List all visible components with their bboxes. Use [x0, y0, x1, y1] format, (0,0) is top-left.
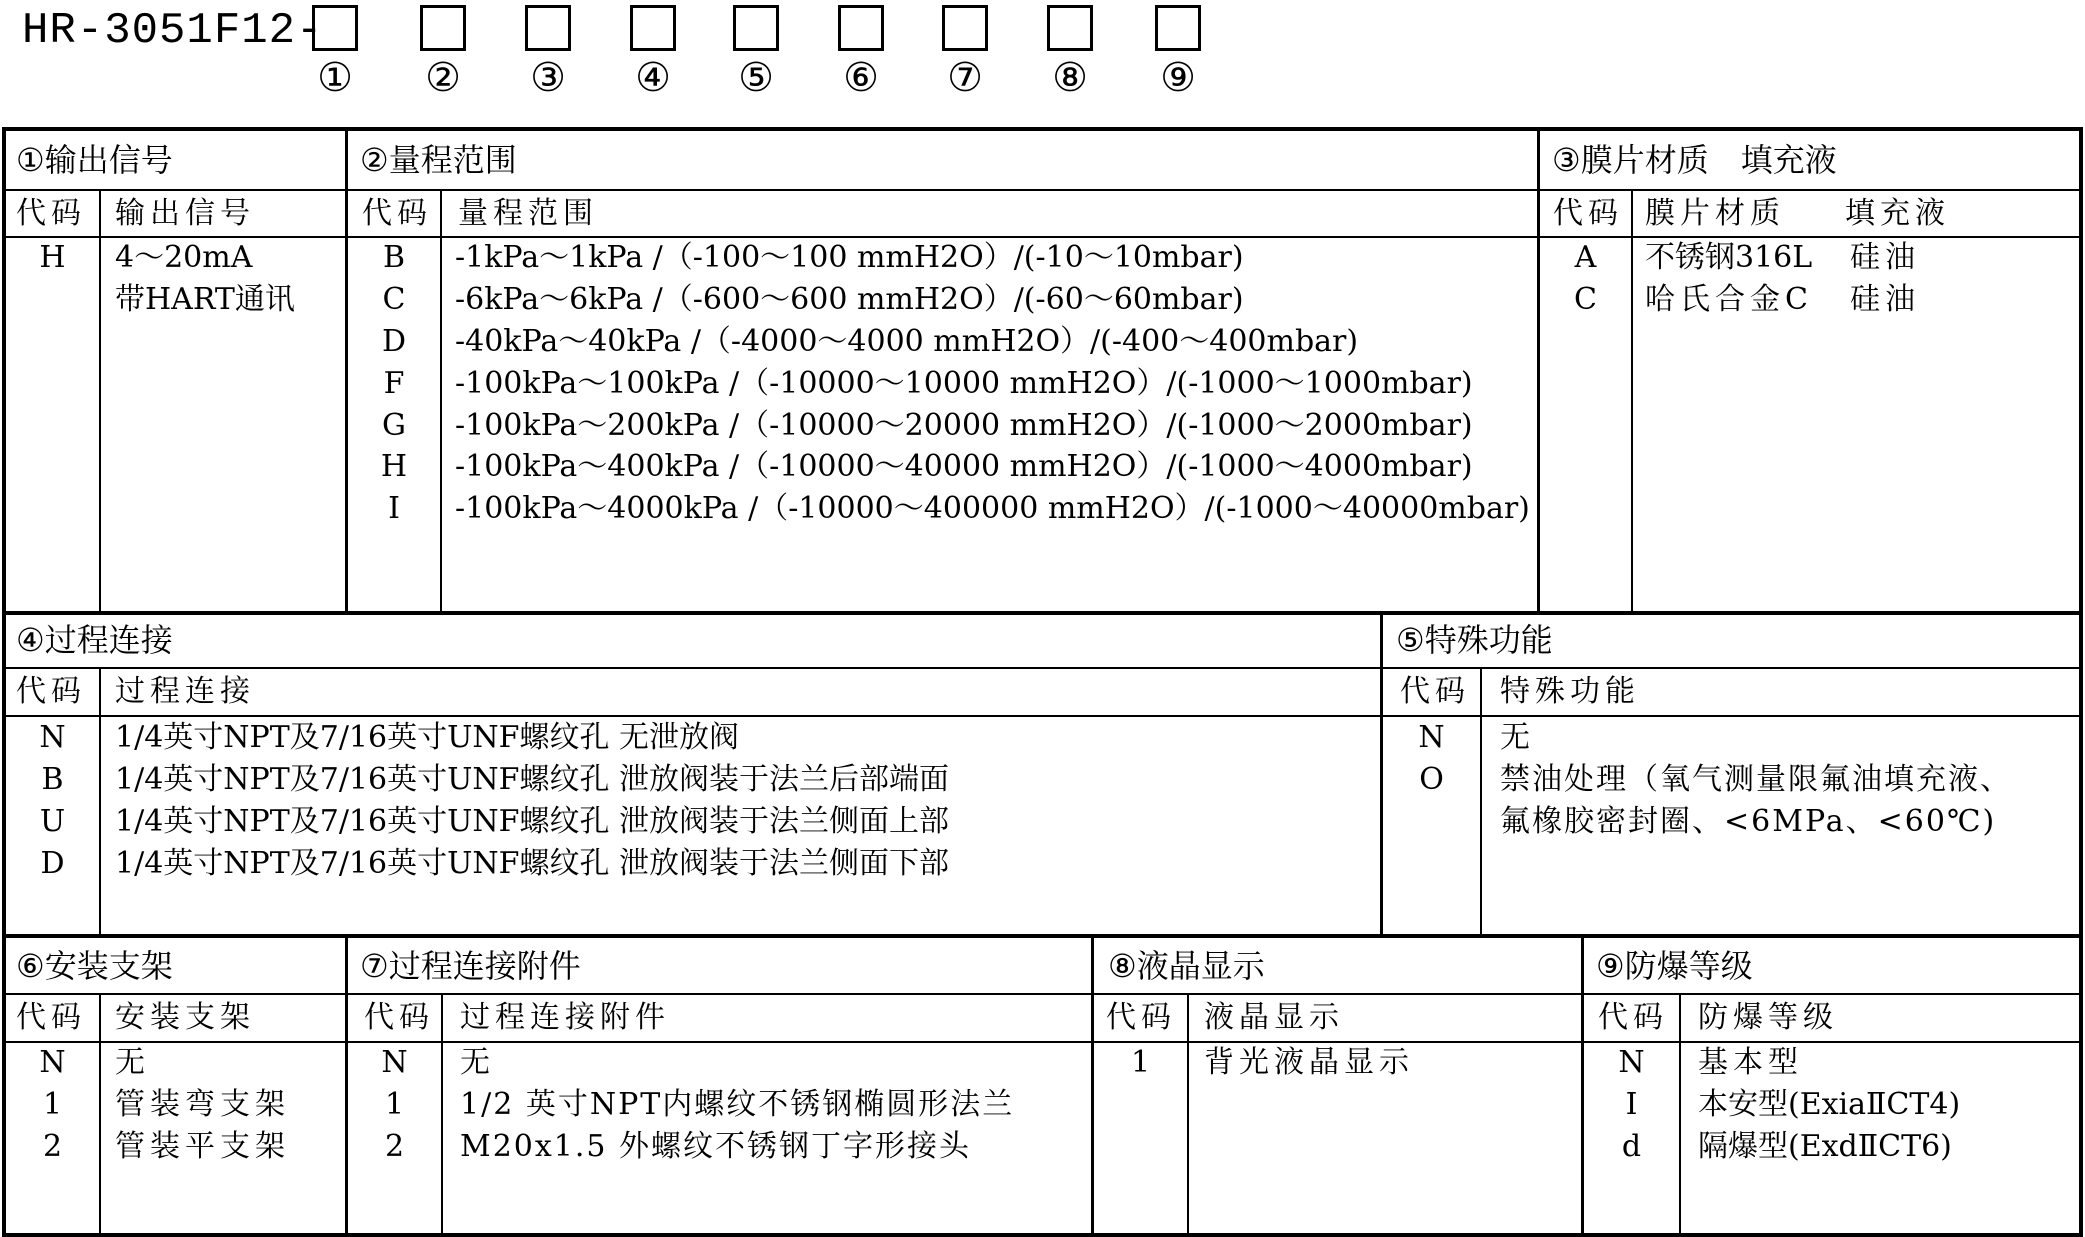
row-code: I — [1625, 1087, 1638, 1122]
section-title-output-signal: ①输出信号 — [16, 141, 173, 179]
column-header: 输出信号 — [115, 196, 255, 231]
code-box-1 — [312, 5, 358, 51]
row-desc: -6kPa～6kPa /（-600～600 mmH2O）/(-60～60mbar) — [455, 282, 1244, 317]
row-desc: 无 — [1500, 720, 1530, 755]
section-title-diaphragm-fill: ③膜片材质 填充液 — [1552, 141, 1837, 179]
model-prefix: HR-3051F12- — [22, 6, 324, 56]
row-desc: 无 — [115, 1045, 145, 1080]
row-fluid: 硅油 — [1850, 240, 1920, 275]
code-header: 代码 — [1598, 1000, 1668, 1035]
row-code: H — [380, 449, 408, 484]
column-header: 膜片材质 — [1645, 196, 1785, 231]
row-desc: 隔爆型(ExdⅡCT6) — [1698, 1129, 1952, 1164]
row-material: 不锈钢316L — [1645, 240, 1813, 275]
column-header: 特殊功能 — [1500, 674, 1640, 709]
row-code: d — [1621, 1129, 1642, 1164]
digit-label-3: ③ — [530, 55, 566, 101]
row-code: C — [382, 282, 406, 317]
row-desc: 基本型 — [1698, 1045, 1803, 1080]
row-desc: 本安型(ExiaⅡCT4) — [1698, 1087, 1961, 1122]
row-desc: 1/4英寸NPT及7/16英寸UNF螺纹孔 泄放阀装于法兰侧面下部 — [115, 846, 949, 881]
row-code: C — [1574, 282, 1597, 317]
row-code: D — [381, 324, 407, 359]
column-header: 防爆等级 — [1698, 1000, 1838, 1035]
row-desc: -100kPa～100kPa /（-10000～10000 mmH2O）/(-1000～1000mbar) — [455, 366, 1473, 401]
column-header: 量程范围 — [458, 196, 598, 231]
row-fluid: 硅油 — [1850, 282, 1920, 317]
code-box-8 — [1047, 5, 1093, 51]
code-box-4 — [630, 5, 676, 51]
row-code: 1 — [1130, 1045, 1151, 1080]
row-code: O — [1419, 762, 1444, 797]
digit-label-9: ⑨ — [1160, 55, 1196, 101]
section-title-process-accessory: ⑦过程连接附件 — [360, 947, 581, 985]
code-header: 代码 — [16, 196, 86, 231]
row-desc: -1kPa～1kPa /（-100～100 mmH2O）/(-10～10mbar) — [455, 240, 1244, 275]
row-desc: -100kPa～400kPa /（-10000～40000 mmH2O）/(-1000～4000mbar) — [455, 449, 1473, 484]
row-desc: 氟橡胶密封圈、<6MPa、<60℃) — [1500, 804, 1997, 839]
row-code: A — [1574, 240, 1597, 275]
row-code: 2 — [42, 1129, 63, 1164]
row-code: 2 — [384, 1129, 405, 1164]
code-box-7 — [942, 5, 988, 51]
row-code: G — [382, 408, 406, 443]
row-code: H — [39, 240, 66, 275]
row-code: N — [1418, 720, 1445, 755]
row-desc: 1/4英寸NPT及7/16英寸UNF螺纹孔 泄放阀装于法兰侧面上部 — [115, 804, 949, 839]
digit-label-8: ⑧ — [1052, 55, 1088, 101]
row-desc: 带HART通讯 — [115, 282, 295, 317]
code-box-6 — [838, 5, 884, 51]
row-desc: 禁油处理（氧气测量限氟油填充液、 — [1500, 762, 2012, 797]
code-box-5 — [733, 5, 779, 51]
column-header: 填充液 — [1845, 196, 1950, 231]
column-header: 过程连接附件 — [460, 1000, 670, 1035]
row-desc: -40kPa～40kPa /（-4000～4000 mmH2O）/(-400～400mbar) — [455, 324, 1359, 359]
digit-label-5: ⑤ — [738, 55, 774, 101]
row-desc: 背光液晶显示 — [1204, 1045, 1414, 1080]
row-code: F — [383, 366, 405, 401]
row-desc: -100kPa～4000kPa /（-10000～400000 mmH2O）/(-1000～40000mbar) — [455, 491, 1530, 526]
digit-label-1: ① — [317, 55, 353, 101]
section-title-special-function: ⑤特殊功能 — [1396, 621, 1553, 659]
digit-label-6: ⑥ — [843, 55, 879, 101]
row-code: N — [381, 1045, 408, 1080]
row-desc: 1/4英寸NPT及7/16英寸UNF螺纹孔 无泄放阀 — [115, 720, 739, 755]
section-title-range: ②量程范围 — [360, 141, 517, 179]
code-box-3 — [525, 5, 571, 51]
row-desc: -100kPa～200kPa /（-10000～20000 mmH2O）/(-1000～2000mbar) — [455, 408, 1473, 443]
code-box-9 — [1155, 5, 1201, 51]
row-desc: 管装平支架 — [115, 1129, 290, 1164]
column-header: 液晶显示 — [1204, 1000, 1344, 1035]
code-box-2 — [420, 5, 466, 51]
section-title-mounting-bracket: ⑥安装支架 — [16, 947, 173, 985]
row-code: 1 — [42, 1087, 63, 1122]
code-header: 代码 — [1400, 674, 1470, 709]
row-desc: 4～20mA — [115, 240, 253, 275]
row-code: U — [39, 804, 66, 839]
section-title-explosion-rating: ⑨防爆等级 — [1596, 947, 1753, 985]
row-desc: 1/2 英寸NPT内螺纹不锈钢椭圆形法兰 — [460, 1087, 1015, 1122]
column-header: 安装支架 — [115, 1000, 255, 1035]
row-material: 哈氏合金C — [1645, 282, 1813, 317]
code-header: 代码 — [1106, 1000, 1176, 1035]
column-header: 过程连接 — [115, 674, 255, 709]
code-header: 代码 — [1553, 196, 1623, 231]
code-header: 代码 — [16, 674, 86, 709]
row-code: I — [388, 491, 400, 526]
code-header: 代码 — [16, 1000, 86, 1035]
code-header: 代码 — [364, 1000, 434, 1035]
row-desc: 管装弯支架 — [115, 1087, 290, 1122]
row-code: N — [39, 1045, 66, 1080]
section-title-process-connection: ④过程连接 — [16, 621, 173, 659]
section-title-lcd-display: ⑧液晶显示 — [1108, 947, 1265, 985]
row-code: B — [41, 762, 64, 797]
row-code: N — [1618, 1045, 1645, 1080]
digit-label-7: ⑦ — [947, 55, 983, 101]
row-code: D — [40, 846, 65, 881]
row-desc: 1/4英寸NPT及7/16英寸UNF螺纹孔 泄放阀装于法兰后部端面 — [115, 762, 949, 797]
row-code: B — [382, 240, 406, 275]
digit-label-2: ② — [425, 55, 461, 101]
row-desc: M20x1.5 外螺纹不锈钢丁字形接头 — [460, 1129, 972, 1164]
row-code: N — [39, 720, 66, 755]
row-desc: 无 — [460, 1045, 490, 1080]
code-header: 代码 — [362, 196, 432, 231]
row-code: 1 — [384, 1087, 405, 1122]
digit-label-4: ④ — [635, 55, 671, 101]
